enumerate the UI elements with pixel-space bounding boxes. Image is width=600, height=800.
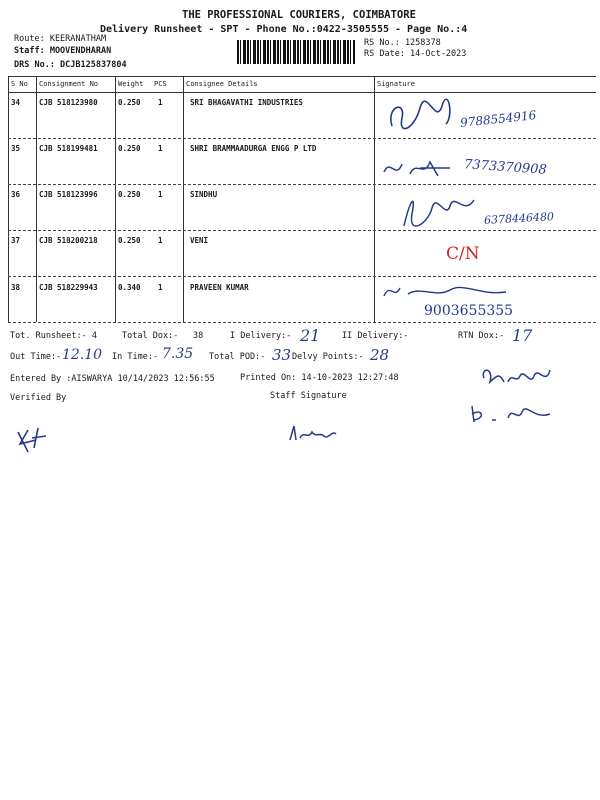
signature-phone: 6378446480 [483,210,555,227]
header-consignee: Consignee Details [186,80,258,88]
table-header-border [8,92,596,93]
runsheet-subtitle: Delivery Runsheet - SPT - Phone No.:0422-3505555 - Page No.:4 [100,24,468,35]
signature-phone: 7373370908 [463,157,548,178]
row-sno: 38 [11,283,21,292]
row-weight: 0.250 [118,190,141,199]
row-weight: 0.340 [118,283,141,292]
out-time-label: Out Time:- [10,352,62,362]
rtn-dox-value: 17 [512,326,533,345]
table-left-border [8,76,9,322]
row-separator [8,230,596,231]
delvy-points-label: Delvy Points:- [292,352,364,362]
total-dox-label: Total Dox:- [122,331,179,341]
row-sno: 34 [11,98,21,107]
handwritten-signature [478,364,554,392]
drs-number: DRS No.: DCJB125837804 [14,60,127,70]
verifier-signature [14,424,50,456]
header-pcs: PCS [154,80,167,88]
ii-delivery-label: II Delivery:- [342,331,409,341]
printed-on: Printed On: 14-10-2023 12:27:48 [240,373,399,383]
row-pcs: 1 [158,283,163,292]
in-time-label: In Time:- [112,352,159,362]
row-separator [8,276,596,277]
col-divider [36,76,37,322]
row-separator [8,184,596,185]
row-pcs: 1 [158,236,163,245]
total-pod-value: 33 [272,346,292,364]
rs-number: RS No.: 1258378 [364,38,441,48]
row-separator [8,138,596,139]
row-sno: 36 [11,190,21,199]
row-pcs: 1 [158,144,163,153]
row-consignment: CJB 518229943 [39,283,98,292]
row-weight: 0.250 [118,98,141,107]
rs-date: RS Date: 14-Oct-2023 [364,49,467,59]
i-delivery-value: 21 [300,326,321,345]
staff-signature-label: Staff Signature [270,391,347,401]
header-sno: S No [11,80,28,88]
signature-scribble [398,190,478,230]
cn-annotation: C/N [446,244,480,264]
row-weight: 0.250 [118,144,141,153]
rtn-dox-label: RTN Dox:- [458,331,505,341]
table-top-border [8,76,596,77]
row-weight: 0.250 [118,236,141,245]
row-consignee: SINDHU [190,190,218,199]
header-weight: Weight [118,80,144,88]
row-consignee: PRAVEEN KUMAR [190,283,249,292]
signature-scribble [380,280,510,302]
entered-by: Entered By :AISWARYA 10/14/2023 12:56:55 [10,374,215,384]
row-consignee: SRI BHAGAVATHI INDUSTRIES [190,98,303,107]
row-consignee: VENI [190,236,209,245]
row-consignment: CJB 518123980 [39,98,98,107]
total-dox-value: 38 [193,331,204,341]
row-separator [8,322,596,323]
staff-signature [286,420,340,446]
verified-by: Verified By [10,393,67,403]
header-consignment: Consignment No [39,80,99,88]
row-pcs: 1 [158,190,163,199]
total-pod-label: Total POD:- [209,352,266,362]
row-consignment: CJB 518199481 [39,144,98,153]
col-divider [115,76,116,322]
row-consignee: SHRI BRAMMAADURGA ENGG P LTD [190,144,317,153]
col-divider [374,76,375,322]
company-title: THE PROFESSIONAL COURIERS, COIMBATORE [182,9,416,21]
row-sno: 37 [11,236,21,245]
row-pcs: 1 [158,98,163,107]
row-consignment: CJB 518123996 [39,190,98,199]
out-time-value: 12.10 [62,347,103,363]
signature-phone: 9003655355 [424,303,514,319]
row-consignment: CJB 518200218 [39,236,98,245]
col-divider [183,76,184,322]
route-label: Route: KEERANATHAM [14,34,107,44]
row-sno: 35 [11,144,21,153]
additional-signature [468,402,558,428]
in-time-value: 7.35 [162,346,194,362]
signature-scribble [384,96,464,136]
tot-runsheet: Tot. Runsheet:- 4 [10,331,97,341]
signature-scribble [380,154,460,184]
header-signature: Signature [377,80,415,88]
i-delivery-label: I Delivery:- [230,331,292,341]
delvy-points-value: 28 [370,346,390,364]
signature-phone: 9788554916 [459,108,537,130]
barcode [237,40,355,64]
staff-label: Staff: MOOVENDHARAN [14,46,112,56]
